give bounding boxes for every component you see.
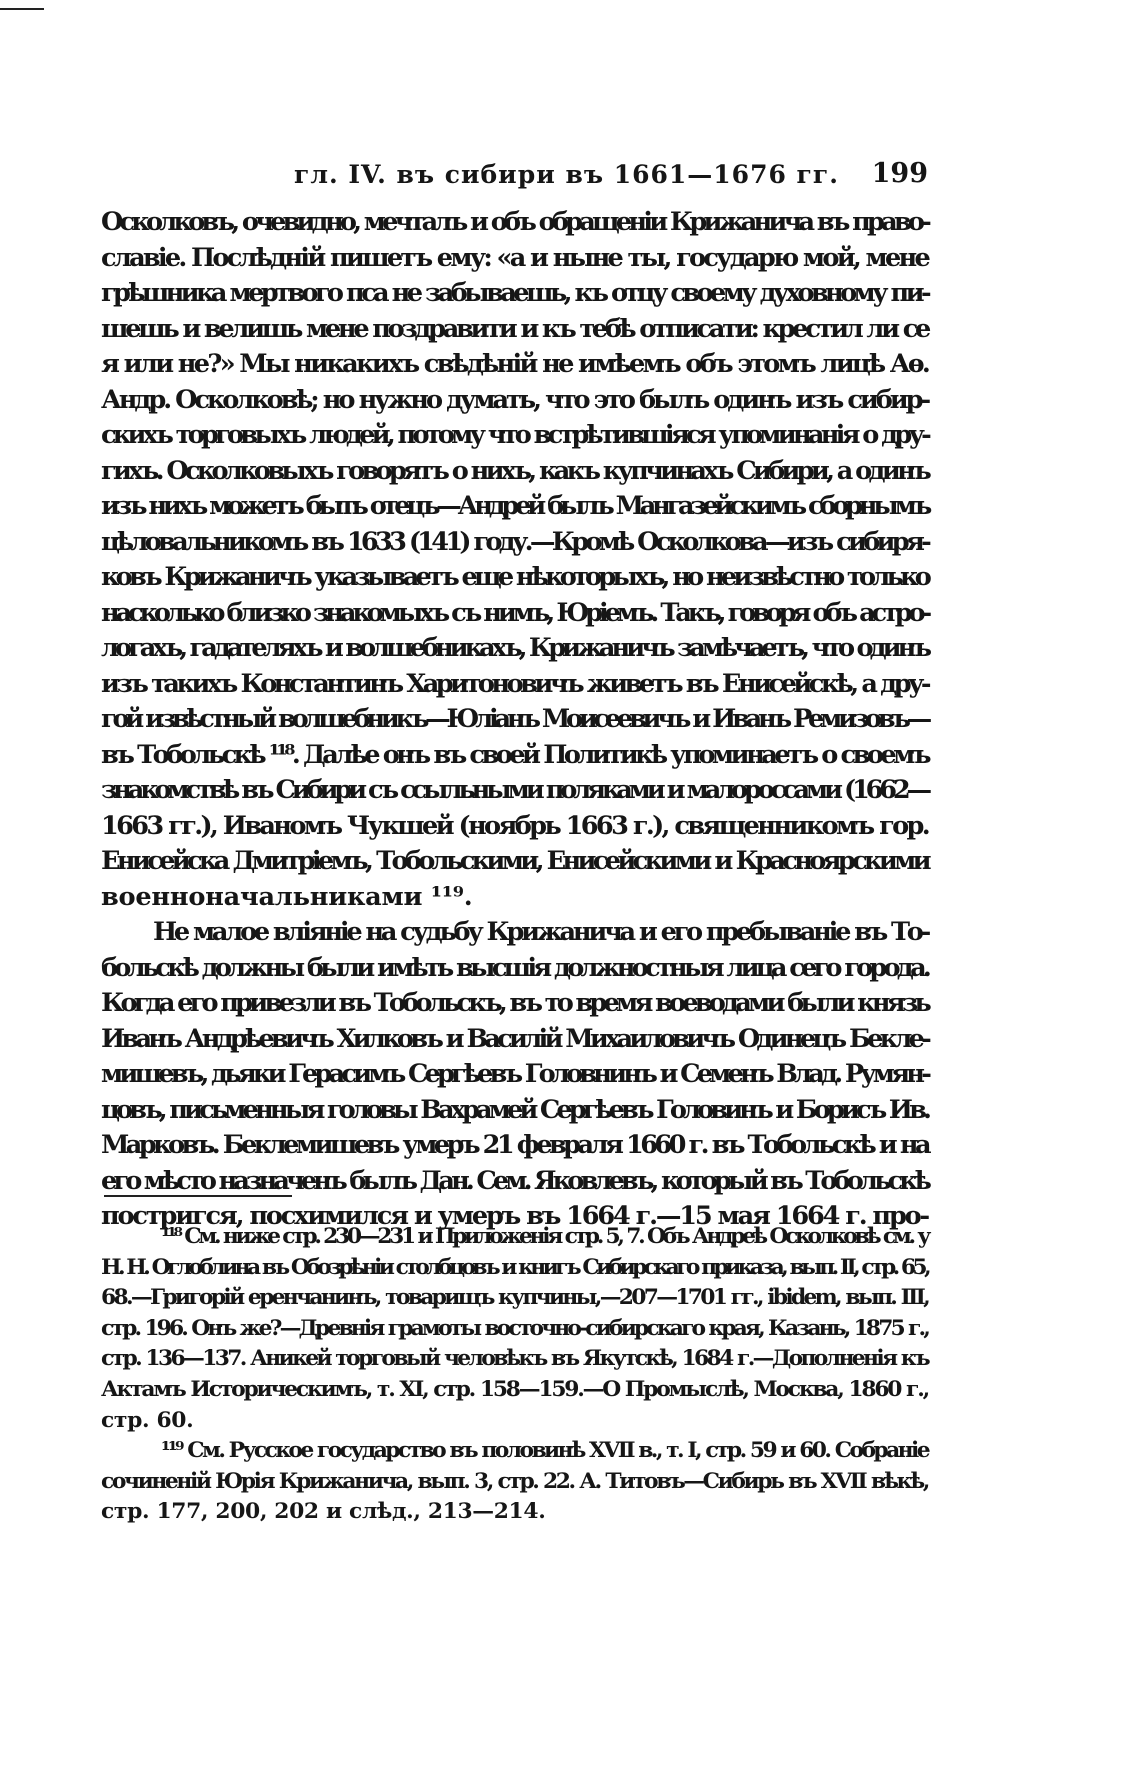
main-text bbox=[101, 205, 928, 1235]
footnote-divider bbox=[104, 1195, 292, 1197]
paragraph-2 bbox=[101, 915, 928, 1235]
text-line: славіе. Послѣдній пишетъ ему: «а и ныне ты, государю мой, мене bbox=[101, 242, 928, 273]
text-line: цѣловальникомъ въ 1633 (141) году.—Кромѣ Осколкова—изъ сибиря- bbox=[101, 526, 928, 557]
text-line: насколько близко знакомыхъ съ нимъ, Юріемъ. Такъ, говоря объ астро- bbox=[101, 597, 928, 628]
text-line: Не малое вліяніе на судьбу Крижанича и его пребываніе въ То- bbox=[153, 917, 928, 947]
text-line: изъ такихъ Константинъ Харитоновичъ живетъ въ Енисейскѣ, а дру- bbox=[101, 668, 928, 699]
text-line: я или не?» Мы никакихъ свѣдѣній не имѣемъ объ этомъ лицѣ Аѳ. bbox=[101, 349, 928, 379]
text-line: Енисейска Дмитріемъ, Тобольскими, Енисейскими и Красноярскими bbox=[101, 846, 928, 876]
text-line: гихъ. Осколковыхъ говорятъ о нихъ, какъ купчинахъ Сибири, а одинъ bbox=[101, 455, 928, 486]
footnote-line: ¹¹⁹ См. Русское государство въ половинѣ XVII в., т. I, стр. 59 и 60. Собраніе bbox=[161, 1438, 928, 1464]
footnote-118 bbox=[101, 1222, 928, 1436]
footnote-line: стр. 60. bbox=[101, 1407, 194, 1433]
text-line: шешь и велишь мене поздравити и къ тебѣ отписати: крестил ли се bbox=[101, 313, 928, 344]
text-line: логахъ, гадателяхъ и волшебникахъ, Крижаничъ замѣчаетъ, что одинъ bbox=[101, 633, 928, 663]
footnote-line: Актамъ Историческимъ, т. XI, стр. 158—159.—О Промыслѣ, Москва, 1860 г., bbox=[101, 1376, 928, 1402]
text-line: знакомствѣ въ Сибири съ ссыльными поляками и малороссами (1662— bbox=[101, 775, 928, 805]
text-line: Марковъ. Беклемишевъ умеръ 21 февраля 1660 г. въ Тобольскѣ и на bbox=[101, 1130, 928, 1160]
text-line: его мѣсто назначенъ былъ Дан. Сем. Яковлевъ, который въ Тобольскѣ bbox=[101, 1165, 928, 1196]
text-line: въ Тобольскѣ ¹¹⁸. Далѣе онъ въ своей Политикѣ упоминаетъ о своемъ bbox=[101, 739, 928, 770]
footnote-line: стр. 136—137. Аникей торговый человѣкъ въ Якутскѣ, 1684 г.—Дополненія къ bbox=[101, 1346, 928, 1372]
footnote-line: 68.—Григорій еренчанинъ, товарищъ купчины,—207—1701 гг., ibidem, вып. III, bbox=[101, 1285, 928, 1311]
text-line: военноначальниками ¹¹⁹. bbox=[101, 881, 473, 912]
text-line: 1663 гг.), Иваномъ Чукшей (ноябрь 1663 г.), священникомъ гор. bbox=[101, 810, 928, 841]
footnote-line: сочиненій Юрія Крижанича, вып. 3, стр. 22. А. Титовъ—Сибирь въ XVII вѣкѣ, bbox=[101, 1468, 928, 1494]
text-line: Иванъ Андрѣевичъ Хилковъ и Василій Михаиловичъ Одинецъ Бекле- bbox=[101, 1023, 928, 1054]
running-head: гл. IV. въ сибири въ 1661—1676 гг. bbox=[294, 160, 839, 189]
footnotes bbox=[101, 1222, 928, 1528]
text-line: ковъ Крижаничъ указываетъ еще нѣкоторыхъ, но неизвѣстно только bbox=[101, 562, 928, 592]
footnote-line: Н. Н. Оглоблина въ Обозрѣніи столбцовъ и книгъ Сибирскаго приказа, вып. II, стр. 65, bbox=[101, 1254, 928, 1280]
page-header bbox=[98, 156, 928, 196]
footnote-119 bbox=[101, 1436, 928, 1528]
footnote-line: стр. 196. Онъ же?—Древнія грамоты восточно-сибирскаго края, Казань, 1875 г., bbox=[101, 1315, 928, 1341]
text-line: Осколковъ, очевидно, мечталъ и объ обращеніи Крижанича въ право- bbox=[101, 207, 928, 237]
text-line: больскѣ должны были имѣть высшія должностныя лица сего города. bbox=[101, 952, 928, 983]
paragraph-1 bbox=[101, 205, 928, 915]
scan-edge-mark bbox=[0, 8, 44, 10]
text-line: Андр. Осколковѣ; но нужно думать, что это былъ одинъ изъ сибир- bbox=[101, 384, 928, 415]
footnote-line: ¹¹⁸ См. ниже стр. 230—231 и Приложенія стр. 5, 7. Объ Андреѣ Осколковѣ см. у bbox=[161, 1224, 928, 1249]
text-line: грѣшника мертвого пса не забываешь, къ отцу своему духовному пи- bbox=[101, 278, 928, 308]
text-line: изъ нихъ можетъ быть отецъ—Андрей былъ Мангазейскимъ сборнымъ bbox=[101, 491, 928, 521]
text-line: Когда его привезли въ Тобольскъ, въ то время воеводами были князь bbox=[101, 988, 928, 1018]
footnote-line: стр. 177, 200, 202 и слѣд., 213—214. bbox=[101, 1499, 546, 1525]
text-line: цовъ, письменныя головы Вахрамей Сергѣевъ Головинъ и Борисъ Ив. bbox=[101, 1094, 928, 1125]
page-number: 199 bbox=[871, 158, 928, 189]
text-line: скихъ торговыхъ людей, потому что встрѣтившіяся упоминанія о дру- bbox=[101, 420, 928, 450]
text-line: постригся, посхимился и умеръ въ 1664 г.—15 мая 1664 г. про- bbox=[101, 1201, 928, 1231]
text-line: гой извѣстный волшебникъ—Юліанъ Моисеевичъ и Иванъ Ремизовъ— bbox=[101, 704, 928, 734]
text-line: мишевъ, дьяки Герасимъ Сергѣевъ Головнинъ и Семенъ Влад. Румян- bbox=[101, 1059, 928, 1089]
